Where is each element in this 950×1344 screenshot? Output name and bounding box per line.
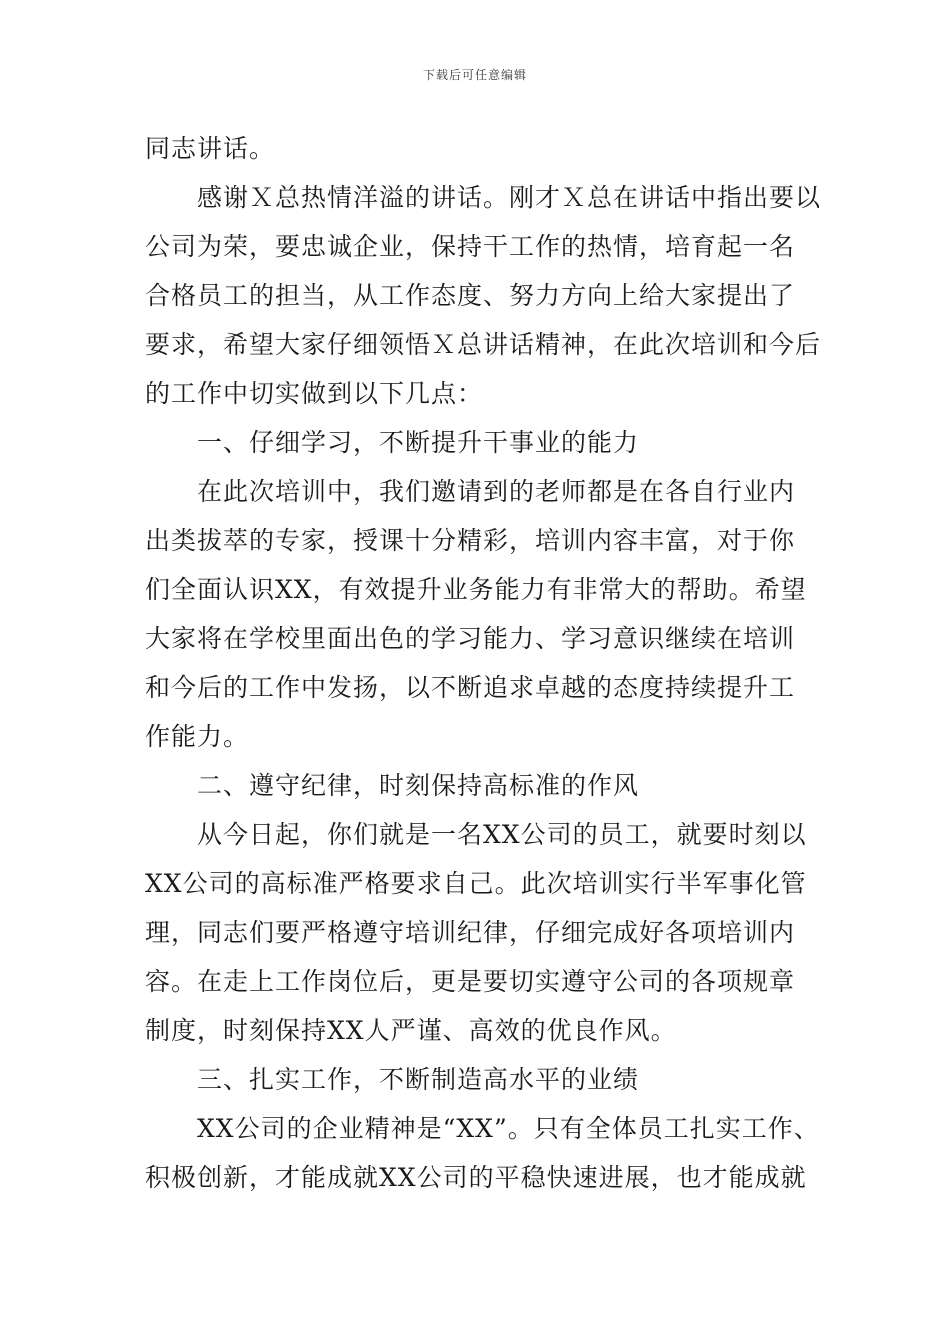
text-line: XX公司的高标准严格要求自己。此次培训实行半军事化管 — [145, 869, 807, 898]
text-line: 感谢Ｘ总热情洋溢的讲话。刚才Ｘ总在讲话中指出要以 — [197, 183, 822, 212]
text-line: 从今日起，你们就是一名XX公司的员工，就要时刻以 — [197, 820, 807, 849]
text-line: 制度，时刻保持XX人严谨、高效的优良作风。 — [145, 1016, 677, 1045]
text-line: 们全面认识XX，有效提升业务能力有非常大的帮助。希望 — [145, 575, 807, 604]
text-line: 的工作中切实做到以下几点： — [145, 379, 484, 408]
text-line: 作能力。 — [145, 722, 250, 751]
text-line: 合格员工的担当，从工作态度、努力方向上给大家提出了 — [145, 281, 796, 310]
text-line: 二、遵守纪律，时刻保持高标准的作风 — [197, 771, 640, 800]
text-line: 理，同志们要严格遵守培训纪律，仔细完成好各项培训内 — [145, 918, 796, 947]
text-line: 一、仔细学习，不断提升干事业的能力 — [197, 428, 640, 457]
text-line: 积极创新，才能成就XX公司的平稳快速进展，也才能成就 — [145, 1163, 807, 1192]
page-header: 下载后可任意编辑 — [422, 68, 527, 82]
text-line: 同志讲话。 — [145, 134, 276, 163]
document-body — [145, 124, 822, 1202]
text-line: 要求，希望大家仔细领悟Ｘ总讲话精神，在此次培训和今后 — [145, 330, 822, 359]
text-line: XX公司的企业精神是“XX”。只有全体员工扎实工作、 — [197, 1114, 820, 1143]
text-line: 三、扎实工作，不断制造高水平的业绩 — [197, 1065, 640, 1094]
text-line: 公司为荣，要忠诚企业，保持干工作的热情，培育起一名 — [145, 232, 796, 261]
text-line: 大家将在学校里面出色的学习能力、学习意识继续在培训 — [145, 624, 796, 653]
text-line: 在此次培训中，我们邀请到的老师都是在各自行业内 — [197, 477, 796, 506]
text-line: 出类拔萃的专家，授课十分精彩，培训内容丰富，对于你 — [145, 526, 796, 555]
text-line: 和今后的工作中发扬，以不断追求卓越的态度持续提升工 — [145, 673, 796, 702]
text-line: 容。在走上工作岗位后，更是要切实遵守公司的各项规章 — [145, 967, 796, 996]
